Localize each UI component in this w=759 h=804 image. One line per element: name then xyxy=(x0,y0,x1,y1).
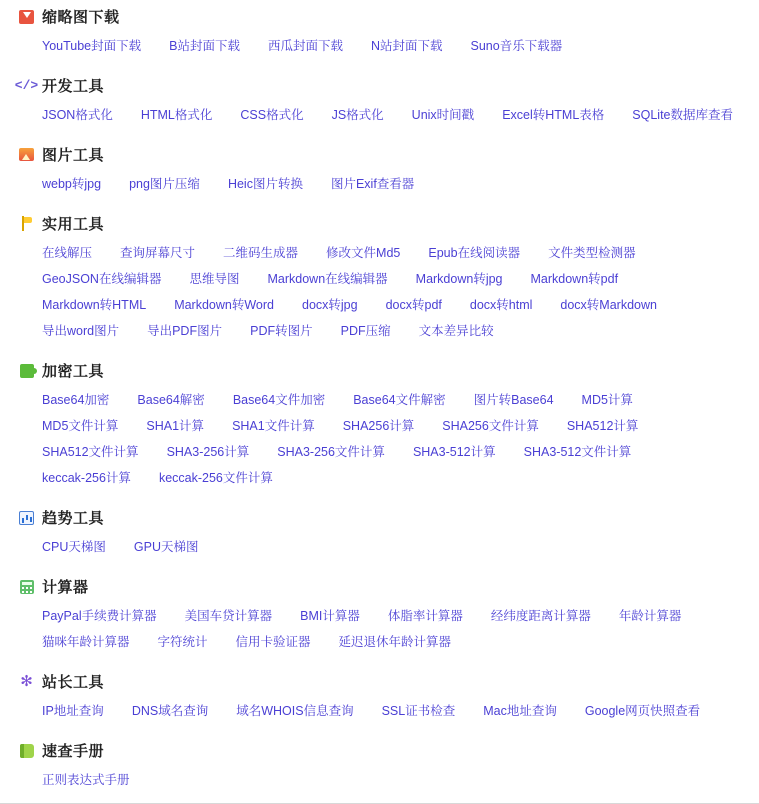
image-download-icon xyxy=(18,8,35,25)
section-title: 速查手册 xyxy=(42,743,105,760)
tool-link[interactable]: 字符统计 xyxy=(157,635,208,649)
tool-link[interactable]: GeoJSON在线编辑器 xyxy=(42,272,162,286)
section-links xyxy=(0,767,759,797)
section-header xyxy=(0,734,759,767)
section-title: 趋势工具 xyxy=(42,510,105,527)
puzzle-icon xyxy=(18,362,35,379)
tool-link[interactable]: DNS域名查询 xyxy=(131,704,209,718)
tool-link[interactable]: 美国车贷计算器 xyxy=(184,609,273,623)
section-links xyxy=(0,698,759,728)
section-calculators xyxy=(0,570,759,659)
tool-link[interactable]: SHA3-256文件计算 xyxy=(277,445,385,459)
section-title: 加密工具 xyxy=(42,363,105,380)
tool-link[interactable]: 经纬度距离计算器 xyxy=(490,609,591,623)
picture-icon xyxy=(18,146,35,163)
section-links xyxy=(0,171,759,201)
tool-link[interactable]: SHA256计算 xyxy=(342,419,415,433)
tool-link[interactable]: SHA256文件计算 xyxy=(442,419,539,433)
tool-link[interactable]: 猫咪年龄计算器 xyxy=(42,635,130,649)
tool-link[interactable]: Epub在线阅读器 xyxy=(428,246,521,260)
tool-link[interactable]: 二维码生成器 xyxy=(223,246,299,260)
tool-link[interactable]: SHA3-256计算 xyxy=(166,445,250,459)
tool-link[interactable]: Base64加密 xyxy=(42,393,110,407)
section-header xyxy=(0,570,759,603)
tool-link[interactable]: docx转pdf xyxy=(385,298,442,312)
tool-link[interactable]: YouTube封面下载 xyxy=(42,39,142,53)
book-icon xyxy=(18,742,35,759)
tool-link[interactable]: 文本差异比较 xyxy=(418,324,494,338)
tool-link[interactable]: IP地址查询 xyxy=(42,704,104,718)
section-links xyxy=(0,387,759,495)
section-quick-reference xyxy=(0,734,759,797)
tool-link[interactable]: png图片压缩 xyxy=(129,177,200,191)
section-links xyxy=(0,603,759,659)
section-dev-tools xyxy=(0,69,759,132)
tool-link[interactable]: 在线解压 xyxy=(42,246,93,260)
tool-link[interactable]: Suno音乐下载器 xyxy=(470,39,563,53)
tool-link[interactable]: 图片转Base64 xyxy=(473,393,554,407)
section-image-tools xyxy=(0,138,759,201)
tool-link[interactable]: SHA1文件计算 xyxy=(232,419,315,433)
tool-link[interactable]: Unix时间戳 xyxy=(411,108,475,122)
tool-link[interactable]: GPU天梯图 xyxy=(133,540,199,554)
tool-link[interactable]: BMI计算器 xyxy=(300,609,360,623)
section-links xyxy=(0,240,759,348)
section-utility-tools xyxy=(0,207,759,348)
tool-link[interactable]: SHA1计算 xyxy=(146,419,205,433)
tool-link[interactable]: webp转jpg xyxy=(42,177,102,191)
tool-link[interactable]: CPU天梯图 xyxy=(42,540,106,554)
section-links xyxy=(0,33,759,63)
tool-link[interactable]: docx转Markdown xyxy=(560,298,657,312)
section-header xyxy=(0,354,759,387)
tool-link[interactable]: PDF转图片 xyxy=(250,324,313,338)
tool-link[interactable]: Markdown转jpg xyxy=(415,272,503,286)
tool-link[interactable]: SSL证书检查 xyxy=(381,704,456,718)
tool-link[interactable]: Markdown转HTML xyxy=(42,298,147,312)
tool-link[interactable]: MD5文件计算 xyxy=(42,419,119,433)
section-header xyxy=(0,138,759,171)
tool-link[interactable]: 域名WHOIS信息查询 xyxy=(236,704,354,718)
tool-link[interactable]: HTML格式化 xyxy=(140,108,213,122)
tool-link[interactable]: 图片Exif查看器 xyxy=(330,177,415,191)
code-icon: </> xyxy=(14,78,39,93)
tool-link[interactable]: Mac地址查询 xyxy=(483,704,557,718)
tool-link[interactable]: Google网页快照查看 xyxy=(584,704,701,718)
tool-link[interactable]: keccak-256计算 xyxy=(42,471,131,485)
tool-link[interactable]: 查询屏幕尺寸 xyxy=(120,246,196,260)
tool-link[interactable]: 信用卡验证器 xyxy=(235,635,311,649)
tool-link[interactable]: SHA512文件计算 xyxy=(42,445,139,459)
tool-link[interactable]: B站封面下载 xyxy=(169,39,240,53)
tool-link[interactable]: SHA3-512计算 xyxy=(412,445,496,459)
tool-link[interactable]: N站封面下载 xyxy=(370,39,443,53)
tool-link[interactable]: 体脂率计算器 xyxy=(387,609,463,623)
sparkle-icon: ✻ xyxy=(20,673,33,690)
section-title: 图片工具 xyxy=(42,147,105,164)
tool-link[interactable]: PDF压缩 xyxy=(340,324,391,338)
section-header xyxy=(0,69,759,102)
section-thumbnail-download xyxy=(0,0,759,63)
tool-link[interactable]: Heic图片转换 xyxy=(227,177,303,191)
tool-link[interactable]: SHA512计算 xyxy=(566,419,639,433)
tool-link[interactable]: 西瓜封面下载 xyxy=(267,39,343,53)
section-crypto-tools xyxy=(0,354,759,495)
tool-link[interactable]: 年龄计算器 xyxy=(618,609,682,623)
section-title: 缩略图下载 xyxy=(42,9,120,26)
bar-chart-icon xyxy=(18,509,35,526)
section-webmaster-tools xyxy=(0,665,759,728)
tool-link[interactable]: docx转jpg xyxy=(302,298,358,312)
tool-link[interactable]: 思维导图 xyxy=(189,272,240,286)
flag-icon xyxy=(18,215,35,232)
calculator-icon xyxy=(18,578,35,595)
section-links xyxy=(0,534,759,564)
tool-link[interactable]: MD5计算 xyxy=(581,393,633,407)
section-title: 站长工具 xyxy=(42,674,105,691)
section-title: 实用工具 xyxy=(42,216,105,233)
tool-link[interactable]: Base64文件加密 xyxy=(232,393,326,407)
tool-link[interactable]: PayPal手续费计算器 xyxy=(42,609,157,623)
section-header xyxy=(0,665,759,698)
section-header xyxy=(0,0,759,33)
tool-link[interactable]: SHA3-512文件计算 xyxy=(523,445,632,459)
tool-link[interactable]: 正则表达式手册 xyxy=(42,773,130,787)
tool-link[interactable]: Markdown转pdf xyxy=(530,272,619,286)
tool-link[interactable]: JSON格式化 xyxy=(42,108,113,122)
tool-link[interactable]: SQLite数据库查看 xyxy=(632,108,733,122)
tool-link[interactable]: Excel转HTML表格 xyxy=(502,108,605,122)
tool-link[interactable]: keccak-256文件计算 xyxy=(158,471,273,485)
section-header xyxy=(0,501,759,534)
tool-link[interactable]: Markdown转Word xyxy=(174,298,274,312)
tool-link[interactable]: JS格式化 xyxy=(331,108,384,122)
tool-link[interactable]: docx转html xyxy=(469,298,533,312)
tool-link[interactable]: 文件类型检测器 xyxy=(548,246,636,260)
tool-link[interactable]: CSS格式化 xyxy=(240,108,304,122)
section-trend-tools xyxy=(0,501,759,564)
section-title: 开发工具 xyxy=(42,78,105,95)
section-title: 计算器 xyxy=(42,579,89,596)
section-links xyxy=(0,102,759,132)
tool-link[interactable]: Base64解密 xyxy=(137,393,205,407)
tool-link[interactable]: Markdown在线编辑器 xyxy=(267,272,388,286)
section-header xyxy=(0,207,759,240)
tool-link[interactable]: 导出word图片 xyxy=(42,324,120,338)
tool-link[interactable]: Base64文件解密 xyxy=(353,393,446,407)
tool-link[interactable]: 导出PDF图片 xyxy=(147,324,223,338)
tool-link[interactable]: 修改文件Md5 xyxy=(326,246,401,260)
tool-link[interactable]: 延迟退休年龄计算器 xyxy=(338,635,452,649)
